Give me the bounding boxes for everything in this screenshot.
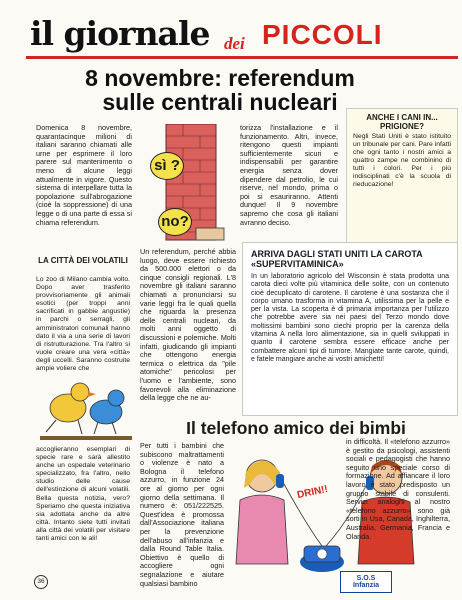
- telefono-headline: Il telefono amico dei bimbi: [186, 418, 406, 438]
- box-usa-title: ARRIVA DAGLI STATI UNITI LA CAROTA «SUPERVITAMINICA»: [251, 249, 423, 269]
- referendum-col3: torizza l'installazione e il funzionamento. Altri, invece, ritengono questi impianti sufficientemente sicuri e indispensabili per garantire energia senza dover dipendere dal petrolio, le cui riserve, nel mondo, prima o poi si esauriranno. Attenti dunque! Il 9 novembre sapremo che cosa gli italiani avranno deciso.: [240, 123, 338, 227]
- referendum-col2: Un referendum, perché abbia luogo, deve essere richiesto da 500.000 elettori o da cinque consigli regionali. L'8 novembre gli italiani saranno chiamati a pronunciarsi su varie leggi fra le quali quella che riguarda la presenza delle centrali nucleari, da molti anni oggetto di discussioni e polemiche. Molti infatti, giudicando gli impianti che ottengono energia termica o elettrica da "pile atomiche" pericolosi per l'uomo e l'ambiente, sono favorevoli alla eliminazione della legge che ne au-: [140, 247, 236, 403]
- no-bubble: no?: [158, 208, 192, 236]
- page-number: 36: [34, 575, 48, 589]
- milano-title: LA CITTÀ DEI VOLATILI: [38, 256, 128, 265]
- telefono-col2: in difficoltà. Il «telefono azzurro» è gestito da psicologi, assistenti sociali e pedagogisti che hanno seguito uno speciale corso di formazione. Ad affiancare il loro lavoro è stato predisposto un gruppo stabile di consulenti. Servizi analoghi al nostro «telefono azzurro» sono già sorti in Usa, Canada, Inghilterra, Australia, Germania, Francia e Olanda.: [346, 437, 450, 541]
- box-usa-text: In un laboratorio agricolo del Wisconsin è stata prodotta una carota dieci volte più vitaminica delle solite, con un contenuto cioè decuplicato di carotene. Il carotene è una sostanza che il corpo umano trasforma in vitamina A, utilissima per la pelle e per la vista. La scoperta è di primaria importanza per l'utilizzo che potrebbe avere sia nei paesi del Terzo mondo dove moltissimi bambini sono ciechi proprio per la carenza della vitamina A nella loro alimentazione, sia in quelli sviluppati in quanto il carotene sembra essere efficace anche per combattere alcuni tipi di tumore. Mangiate tante carote, quindi, e fatele mangiare anche ai vostri amichetti!: [251, 273, 449, 363]
- box-cani-text: Negli Stati Uniti è stato istituito un tribunale per cani. Pare infatti che ogni tanto i nostri amici a quattro zampe ne combinino di tutti i colori. Per i più indisciplinati c'è la scuola di rieducazione!: [353, 133, 451, 188]
- sos-line1: S.O.S: [356, 575, 376, 582]
- sos-sign-text: [342, 575, 390, 589]
- sos-line2: Infanzia: [352, 582, 380, 589]
- drin-sound: DRIN!!: [296, 483, 329, 502]
- box-usa: [242, 242, 458, 416]
- masthead-rule: [26, 56, 458, 59]
- masthead-title: il giornale: [30, 14, 210, 53]
- birds-illustration: [38, 358, 134, 442]
- masthead-piccoli: PICCOLI: [262, 19, 383, 50]
- si-bubble: sì ?: [150, 152, 184, 180]
- box-cani-title: ANCHE I CANI IN... PRIGIONE?: [366, 113, 438, 131]
- masthead: [30, 14, 430, 54]
- milano-text2: accoglieranno esemplari di specie rare e sarà allestito anche un ospedale veterinario specializzato, fra l'altro, nello studio delle cause dell'estinzione di alcuni volatili. Bella questa notizia, vero? Speriamo che questa iniziativa sia adottata anche da altre città. Intanto siete tutti invitati alla città dei volatili per visitare tanti amici con le ali!: [36, 446, 130, 543]
- telefono-col1: Per tutti i bambini che subiscono maltrattamenti o violenze è nato a Bologna il telefono azzurro, in funzione 24 ore al giorno per ogni giorno della settimana. Il numero è: 051/222525. Quest'idea è promossa dall'Associazione italiana per la prevenzione dell'abuso all'infanzia e dalla Round Table Italia. Obiettivo è quello di accogliere ogni segnalazione e aiutare qualsiasi bambino: [140, 441, 224, 588]
- masthead-dei: dei: [224, 34, 245, 53]
- referendum-col1: Domenica 8 novembre, quarantacinque milioni di italiani saranno chiamati alle urne per esprimere il loro parere sul mantenimento o meno di alcune leggi attualmente in vigore. Questo sistema di interpellare tutta la popolazione sull'abrogazione (cioè la soppressione) di una legge o di una parte di essa si chiama referendum.: [36, 123, 132, 227]
- milano-text: Lo zoo di Milano cambia volto. Dopo aver trasferito provvisoriamente gli animali esotici (per troppi anni sacrificati in gabbie angustie) in parchi o serragli, gli amministratori comunali hanno dato il via a una serie di lavori di ristrutturazione. Tra l'altro si vuole creare una vera «città» degli uccelli. Saranno costruite ampie voliere che: [36, 276, 130, 373]
- referendum-headline: 8 novembre: referendum sulle centrali nucleari: [85, 65, 355, 115]
